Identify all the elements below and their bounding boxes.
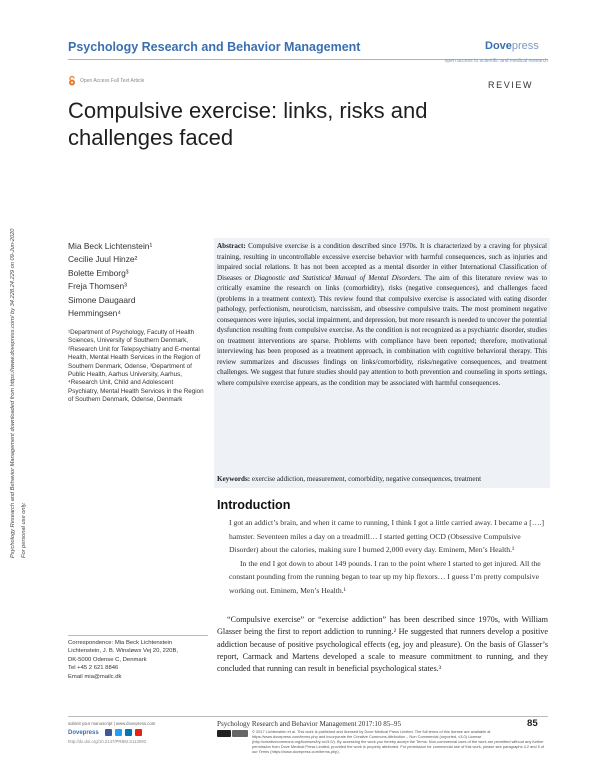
footer-citation: Psychology Research and Behavior Management 2017:10 85–95	[217, 720, 402, 728]
abstract	[217, 241, 547, 388]
article-title: Compulsive exercise: links, risks and challenges faced	[68, 98, 428, 150]
body-paragraph: “Compulsive exercise” or “exercise addiction” has been described since 1970s, with William Glasser being the first to report addiction to running.² He suggested that runners develop a positive addiction because of positive psychological effects (eg, joy and pleasure). On the basis of Glasser’s report, Carmack and Martens developed a scale to measure commitment to running, and they concluded that running can result in beneficial psychological states.³	[217, 615, 548, 674]
license-badge-icon	[232, 730, 248, 737]
open-access-lock-icon	[68, 76, 76, 86]
abstract-text-italic: Diagnostic and Statistical Manual of Mental Disorders	[254, 273, 420, 282]
page-number: 85	[527, 718, 538, 729]
facebook-icon[interactable]	[105, 729, 112, 736]
doi-link[interactable]: http://dx.doi.org/10.2147/PRBM.S113093	[68, 739, 147, 744]
correspondence-line: Tel +45 2 621 8846	[68, 665, 119, 672]
quote-paragraph: I got an addict’s brain, and when it came to running, I think I got a little carried away. I became a [….] hamster. Seventeen miles a day on a treadmill… I started getting OCD (Obsessive Compulsive Disorder) about the calories, making sure I burned 2,000 every day. Eminem, Men’s Health.¹	[229, 518, 545, 554]
abstract-text-b: . The aim of this literature review was to critically examine the research on links (comorbidity), risks (negative consequences), and challenges faced (problems in a treatment context). This review found that compulsive exercise is associated with eating disorder pathology, perfectionism, neuroticism, narcissism, and obsessive compulsive traits. The most prominent negative consequences were injuries, social impairment, and depression, but more research is needed to uncover the potential dysfunction resulting from compulsive exercise. As the condition is not recognized as a psychiatric disorder, studies on treatment interventions are sparse. Problems with compliance have been reported; therefore, motivational interviewing has been proposed as a treatment approach, in combination with cognitive behavioral therapy. This review summarizes and discusses findings on links/comorbidity, risks/negative consequences, and treatment challenges. We suggest that future studies should pay attention to both prevention and counseling in sports settings, where compulsive exercise appears, as the condition may be associated with harmful consequences.	[217, 273, 547, 387]
abstract-label: Abstract:	[217, 242, 246, 250]
correspondence-block	[68, 639, 208, 681]
footer-left	[68, 721, 204, 744]
download-notice-text: Psychology Research and Behavior Management downloaded from https://www.dovepress.com/ by 34.228.24.229 on 09-Jun-2020	[10, 228, 16, 558]
author: Cecilie Juul Hinze²	[68, 254, 138, 265]
correspondence-label: Correspondence: Mia Beck Lichtenstein	[68, 640, 173, 646]
publisher-logo[interactable]	[485, 40, 539, 52]
social-links	[105, 729, 142, 736]
abstract-text-a: Compulsive exercise is a condition described since 1970s. It is characterized by a craving for physical training, resulting in uncontrollable excessive exercise behavior with harmful consequences, such as injuries and impaired social relations. It has not been accepted as a mental disorder in either International Classification of Diseases or	[217, 242, 547, 282]
keywords-text: exercise addiction, measurement, comorbidity, negative consequences, treatment	[250, 475, 482, 483]
open-access-row	[68, 76, 144, 86]
footer-brand-row	[68, 729, 204, 736]
correspondence-line: DK-5000 Odense C, Denmark	[68, 656, 147, 663]
keywords-label: Keywords:	[217, 475, 251, 483]
twitter-icon[interactable]	[115, 729, 122, 736]
author: Freja Thomsen³	[68, 281, 127, 292]
publisher-name-b: press	[511, 40, 539, 52]
footer-divider	[68, 716, 548, 717]
section-heading-introduction: Introduction	[217, 498, 291, 512]
footer-brand[interactable]: Dovepress	[68, 729, 99, 736]
creative-commons-icon	[217, 730, 231, 737]
correspondence-divider	[68, 635, 208, 636]
correspondence-line: Email mia@mailc.dk	[68, 673, 122, 680]
correspondence-line: Lichtenstein, J. B. Winsløws Vej 20, 220B,	[68, 648, 179, 655]
author: Hemmingsen⁴	[68, 308, 121, 319]
author: Bolette Emborg³	[68, 267, 129, 278]
submit-link[interactable]: submit your manuscript | www.dovepress.com	[68, 721, 156, 726]
license-text: © 2017 Lichtenstein et al. This work is published and licensed by Dove Medical Press Limited. The full terms of this license are available at https://www.dovepress.com/terms.php and incorporate the Creative Commons Attribution – Non Commercial (unported, v3.0) License (http://creativecommons.org/licenses/by-nc/3.0/). By accessing the work you hereby accept the Terms. Non-commercial uses of the work are permitted without any further permission from Dove Medical Press Limited, provided the work is properly attributed. For permission for commercial use of this work, please see paragraphs 4.2 and 5 of our Terms (https://www.dovepress.com/terms.php).	[252, 729, 545, 755]
publisher-name-a: Dove	[485, 40, 512, 52]
affiliations: ¹Department of Psychology, Faculty of Health Sciences, University of Southern Denmark, ²Research Unit for Telepsychiatry and E-mental Health, Mental Health Services in the Region of Southern Denmark, Odense, ³Department of Public Health, Aarhus University, Aarhus, ⁴Research Unit, Child and Adolescent Psychiatry, Mental Health Services in the Region of Southern Denmark, Odense, Denmark	[68, 329, 204, 404]
open-access-label: Open Access Full Text Article	[80, 78, 145, 84]
personal-use-notice	[15, 118, 27, 558]
download-notice	[4, 118, 16, 558]
author-list	[68, 240, 198, 320]
youtube-icon[interactable]	[135, 729, 142, 736]
journal-name: Psychology Research and Behavior Management	[68, 40, 361, 54]
epigraph-quote	[229, 516, 547, 597]
linkedin-icon[interactable]	[125, 729, 132, 736]
publisher-tagline: open access to scientific and medical research	[444, 58, 548, 64]
quote-paragraph: In the end I got down to about 149 pounds. I ran to the point where I started to get injured. All the constant pounding from the running began to tear up my hip flexors… I guess I’m pretty compulsive working out. Eminem, Men’s Health.¹	[229, 558, 541, 595]
article-type: REVIEW	[488, 80, 534, 90]
personal-use-text: For personal use only.	[21, 502, 27, 558]
author: Mia Beck Lichtenstein¹	[68, 241, 153, 251]
keywords	[217, 474, 547, 484]
author: Simone Daugaard	[68, 294, 136, 305]
